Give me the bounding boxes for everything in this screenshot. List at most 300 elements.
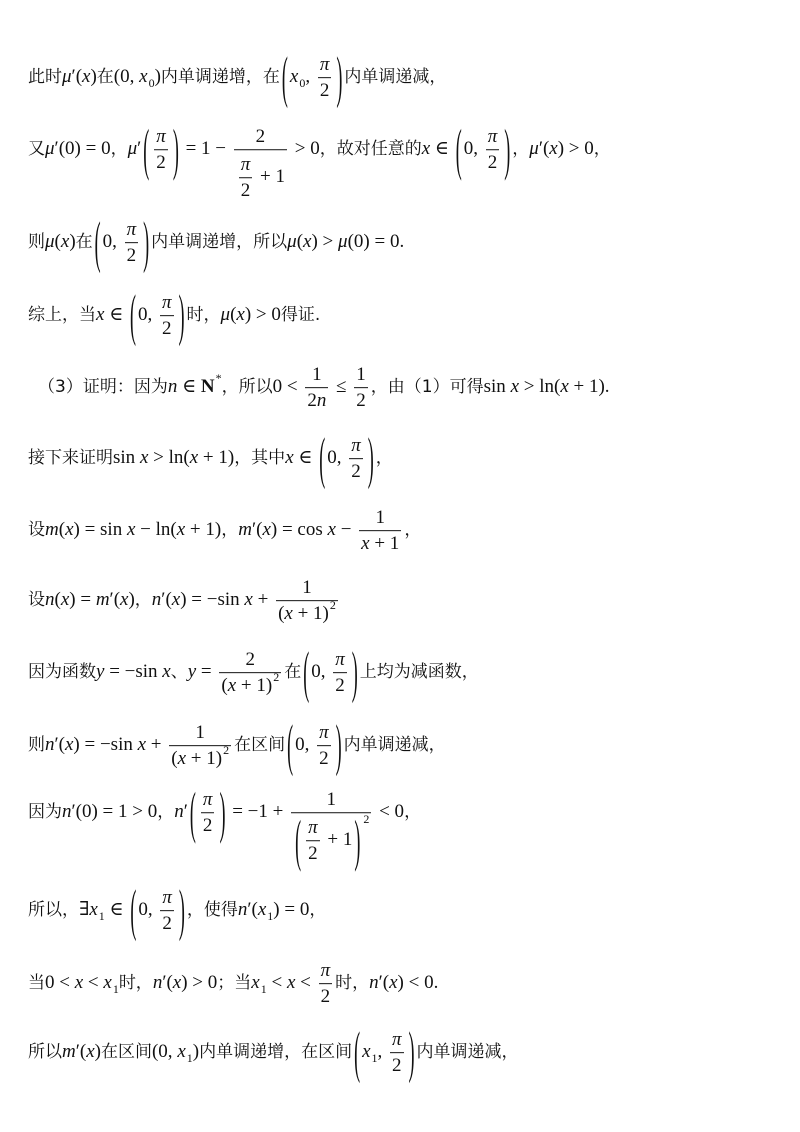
math-variable: y [187,661,197,683]
text-run: 内单调递减， [343,734,446,755]
math-symbols: 2 [240,179,251,201]
math-variable: x [257,899,267,921]
math-variable: π [308,817,318,839]
math-variable: x [172,972,182,994]
superscript: 2 [273,669,280,684]
math-variable: x [176,519,186,541]
math-variable: μ [62,66,72,88]
fraction-numerator [160,885,174,910]
fraction-numerator [276,575,338,600]
math-symbols: ′( [538,138,550,160]
math-variable: π [351,435,361,457]
subscript: 0 [299,76,306,90]
math-symbols: (0, [113,66,140,88]
math-symbols: + [146,734,167,756]
math-bold-symbol: N [200,376,215,398]
math-symbols: 0 < [45,972,75,994]
text-run: 上均为减函数， [359,661,479,682]
fraction-denominator [305,387,328,412]
paren-body [290,52,334,102]
math-symbols: ∈ [104,304,129,326]
fraction-numerator [305,362,328,387]
left-paren: ( [287,713,294,777]
paren-body [362,1027,406,1077]
text-run: 又 [28,138,45,159]
math-symbols: 2 [319,748,329,769]
math-symbols: > ln( [148,447,190,469]
fraction [160,290,174,340]
math-variable: x [189,447,199,469]
paren-group [352,1020,416,1084]
math-symbols: ) = cos [270,519,328,541]
line-1 [28,45,447,109]
math-symbols: 2 [245,649,256,671]
right-paren: ) [178,283,185,347]
math-variable: n [62,801,72,823]
text-run: 设 [28,589,45,610]
math-symbols: ( [230,304,237,326]
math-symbols: 0, [102,231,122,253]
fraction [219,647,281,697]
paren-body [327,433,366,483]
math-symbols: 2 [202,815,213,836]
text-run: ， [593,138,611,159]
math-symbols: 1 [326,789,336,811]
math-variable: π [319,722,329,744]
right-paren: ) [351,640,358,704]
math-variable: x [289,66,299,88]
math-symbols: , [377,1041,388,1063]
fraction-denominator [160,315,174,340]
fraction-denominator [359,530,401,555]
left-paren: ( [354,1020,361,1084]
math-symbols: ∃ [79,899,90,921]
text-run: ， [404,519,422,540]
text-run: ， [134,589,152,610]
right-paren: ) [354,808,361,872]
math-symbols: ) = [69,589,96,611]
fraction [201,787,215,837]
paren-body [311,647,350,697]
right-paren: ) [504,117,511,181]
line-2 [28,96,611,202]
math-variable: x [139,447,149,469]
fraction-numerator [390,1027,404,1052]
text-run: ，使得 [186,899,238,920]
math-variable: x [262,519,271,541]
math-variable: π [162,887,172,909]
line-9 [28,640,479,704]
math-variable: n [45,589,55,611]
line-12 [28,878,327,942]
math-symbols: + 1) [292,603,329,624]
superscript: 2 [363,811,370,826]
math-symbols: sin [113,447,140,469]
text-run: 则 [28,231,45,252]
paren-body [151,124,171,174]
math-symbols: ) = −sin [73,734,138,756]
fraction-denominator [306,840,320,865]
math-symbols: 0, [463,138,483,160]
right-paren: ) [335,713,342,777]
fraction-denominator [390,1052,404,1077]
math-variable: μ [287,231,297,253]
subscript: 1 [267,909,274,923]
math-variable: x [96,304,105,326]
fraction [291,759,371,872]
superscript: 2 [329,597,336,612]
fraction-numerator [201,787,215,812]
fraction-denominator [349,458,363,483]
right-paren: ) [219,780,226,844]
math-symbols: + 1 [255,166,285,187]
math-variable: x [510,376,519,398]
math-variable: π [240,154,251,176]
math-symbols: ) = −sin [180,589,245,611]
paren-body [303,815,352,865]
math-symbols: 2 [351,461,361,482]
right-paren: ) [336,45,343,109]
math-variable: x [86,1041,95,1063]
math-variable: π [335,649,345,671]
math-variable: n [369,972,379,994]
math-symbols: sin [483,376,511,398]
math-symbols: < [83,972,104,994]
math-variable: x [227,675,237,696]
paren-group [128,283,187,347]
text-run: ，由（1）可得 [370,376,484,397]
math-symbols: ) [154,66,161,88]
math-variable: μ [45,138,55,160]
math-variable: n [316,390,327,411]
subscript: 1 [112,982,119,996]
math-symbols: 2 [308,842,318,864]
text-run: 在 [96,66,114,87]
line-8 [28,575,341,625]
fraction-numerator [306,815,320,840]
math-symbols: ′( [247,899,258,921]
text-run: 综上，当 [28,304,96,325]
math-variable: x [362,1041,371,1063]
paren-body [198,787,218,837]
math-symbols: ) = sin [73,519,127,541]
math-symbols: ) > 0 [244,304,281,326]
line-5 [38,362,610,412]
fraction [160,885,174,935]
math-symbols: 0, [311,661,331,683]
fraction-denominator [219,669,281,697]
math-symbols: ) [192,1041,200,1063]
left-paren: ( [94,210,101,274]
math-symbols: ( [278,603,285,624]
math-symbols: ′(0) = 0 [54,138,111,160]
fraction-denominator [160,910,174,935]
text-run: ， [309,899,327,920]
fraction-denominator [125,242,139,267]
math-variable: n [151,589,162,611]
math-symbols: ′( [378,972,390,994]
fraction-numerator [219,647,281,672]
math-symbols: + 1). [568,376,610,398]
math-variable: n [45,734,55,756]
math-symbols: 2 [320,986,331,1007]
math-variable: x [303,231,312,253]
math-symbols: + 1 [322,829,353,850]
text-run: 时， [186,304,221,325]
math-variable: π [202,789,213,811]
text-run: ，其中 [234,447,286,468]
fraction-numerator [154,124,168,149]
math-symbols: ′( [54,734,65,756]
math-symbols: 2 [162,913,172,934]
math-symbols: ≤ [331,376,352,398]
text-run: ， [512,138,530,159]
math-symbols: 2 [307,390,317,411]
fraction [349,433,363,483]
math-symbols: ′( [251,519,263,541]
text-run: 因为函数 [28,661,96,682]
math-symbols: > ln( [519,376,561,398]
text-run: 内单调递减， [416,1041,519,1062]
math-variable: m [238,519,252,541]
math-variable: x [284,603,293,624]
fraction-numerator [349,433,363,458]
superscript: * [215,371,222,385]
fraction-denominator [333,672,347,697]
paren-body [103,217,142,267]
paren-group [128,878,187,942]
math-variable: μ [127,138,138,160]
math-variable: π [392,1029,402,1051]
subscript: 1 [98,909,105,923]
text-run: 设 [28,519,45,540]
math-symbols: ) > [311,231,339,253]
text-run: 则 [28,734,45,755]
paren-group [141,117,181,181]
text-run: ， [404,801,422,822]
text-run: 所以 [28,1041,62,1062]
math-symbols: ( [54,589,61,611]
math-variable: x [177,1041,186,1063]
fraction-numerator [234,96,287,149]
math-variable: x [171,589,181,611]
paren-group [301,640,360,704]
math-symbols: ) [94,1041,101,1063]
text-run: 因为 [28,801,62,822]
math-symbols: + 1) [236,675,273,696]
math-symbols: ) = 0 [273,899,310,921]
math-symbols: ( [171,748,178,769]
math-symbols: 1 [195,722,205,744]
math-symbols: ′( [162,972,173,994]
math-symbols: (0, [151,1041,178,1063]
left-paren: ( [143,117,150,181]
text-run: 内单调递增，所以 [151,231,288,252]
text-run: 当 [28,972,45,993]
fraction-denominator [201,812,215,837]
left-paren: ( [189,780,196,844]
math-symbols: , [305,66,315,88]
left-paren: ( [130,878,137,942]
math-variable: π [487,126,498,148]
math-symbols: = [196,661,217,683]
math-variable: μ [220,304,231,326]
right-paren: ) [408,1020,415,1084]
math-symbols: ′( [71,66,83,88]
paren-body [464,124,503,174]
fraction [125,217,139,267]
subscript: 1 [260,982,267,996]
math-variable: x [327,519,336,541]
math-symbols: ( [296,231,304,253]
math-variable: π [319,54,330,76]
text-run: 所以， [28,899,79,920]
fraction-denominator [319,983,333,1008]
paren-body [138,885,177,935]
right-paren: ) [143,210,150,274]
text-run: 时， [118,972,153,993]
math-symbols: + 1 [369,533,400,554]
text-run: ，所以 [221,376,273,397]
math-symbols: ′(0) = 1 > 0 [71,801,158,823]
math-symbols: ) < 0. [397,972,439,994]
math-variable: π [156,126,166,148]
text-run: 内单调递增，在 [160,66,280,87]
math-symbols: ∈ [293,447,318,469]
math-variable: π [126,219,137,241]
line-13 [28,958,438,1008]
fraction-numerator [239,152,253,177]
right-paren: ) [178,878,185,942]
left-paren: ( [130,283,137,347]
paren-group [93,210,152,274]
text-run: 此时 [28,66,62,87]
text-run: 、 [170,661,188,682]
math-symbols: − ln( [135,519,177,541]
math-variable: μ [45,231,55,253]
math-variable: x [64,734,74,756]
text-run: ，故对任意的 [319,138,422,159]
line-14 [28,1020,519,1084]
math-symbols: 1 [312,364,322,386]
math-symbols: > 0 [290,138,320,160]
paren-body [138,290,177,340]
math-variable: x [103,972,112,994]
math-variable: x [74,972,84,994]
fraction-numerator [318,52,332,77]
math-symbols: 1 [356,364,366,386]
math-variable: m [62,1041,76,1063]
math-variable: x [162,661,171,683]
math-variable: x [60,589,70,611]
left-paren: ( [303,640,310,704]
math-symbols: 2 [126,245,137,266]
math-variable: m [45,519,59,541]
math-symbols: ) [69,231,76,253]
fraction [333,647,347,697]
math-symbols: 2 [156,152,166,173]
math-symbols: 0, [327,447,347,469]
math-symbols: 1 [302,577,312,599]
math-symbols: + 1) [185,519,222,541]
math-symbols: 2 [335,675,345,696]
math-symbols: 0, [138,899,158,921]
left-paren: ( [455,117,462,181]
math-symbols: (0) = 0. [347,231,405,253]
math-symbols: < [295,972,316,994]
line-7 [28,505,421,555]
math-symbols: = −1 + [227,801,289,823]
fraction-denominator [154,149,168,174]
fraction [306,815,320,865]
fraction-numerator [125,217,139,242]
math-variable: x [560,376,569,398]
fraction-numerator [317,720,331,745]
math-symbols: ) > 0 [557,138,594,160]
fraction [305,362,328,412]
math-symbols: 2 [356,390,366,411]
math-variable: x [139,66,148,88]
fraction [319,958,333,1008]
text-run: ， [110,138,128,159]
math-variable: x [65,519,74,541]
fraction-denominator [234,149,287,202]
right-paren: ) [367,426,374,490]
math-variable: x [60,231,70,253]
subscript: 1 [186,1051,193,1065]
math-variable: m [95,589,110,611]
math-variable: x [286,972,296,994]
paren-group [280,45,344,109]
fraction-denominator [486,149,500,174]
math-variable: x [549,138,558,160]
fraction-numerator [319,958,333,983]
math-variable: n [152,972,163,994]
text-run: ， [221,519,239,540]
math-variable: x [236,304,245,326]
math-symbols: 2 [487,152,498,173]
fraction-numerator [333,647,347,672]
paren-group [188,780,228,844]
line-6 [28,426,393,490]
math-variable: π [320,960,331,982]
left-paren: ( [295,808,302,872]
fraction [390,1027,404,1077]
subscript: 1 [371,1051,378,1065]
fraction-numerator [169,720,231,745]
text-run: （3）证明：因为 [38,376,168,397]
line-3 [28,210,405,274]
math-symbols: 0 < [272,376,303,398]
text-run: ；当 [217,972,252,993]
math-variable: x [82,66,91,88]
right-paren: ) [172,117,179,181]
math-symbols: ∈ [430,138,454,160]
math-variable: μ [338,231,348,253]
math-symbols: < 0 [374,801,405,823]
math-variable: x [421,138,431,160]
math-symbols: ) > 0 [181,972,218,994]
math-variable: n [167,376,178,398]
paren-group [317,426,376,490]
left-paren: ( [281,45,288,109]
math-symbols: 2 [255,126,266,148]
math-variable: x [177,748,187,769]
math-variable: x [120,589,129,611]
line-4 [28,283,321,347]
fraction-numerator [160,290,174,315]
fraction-denominator [239,177,253,202]
